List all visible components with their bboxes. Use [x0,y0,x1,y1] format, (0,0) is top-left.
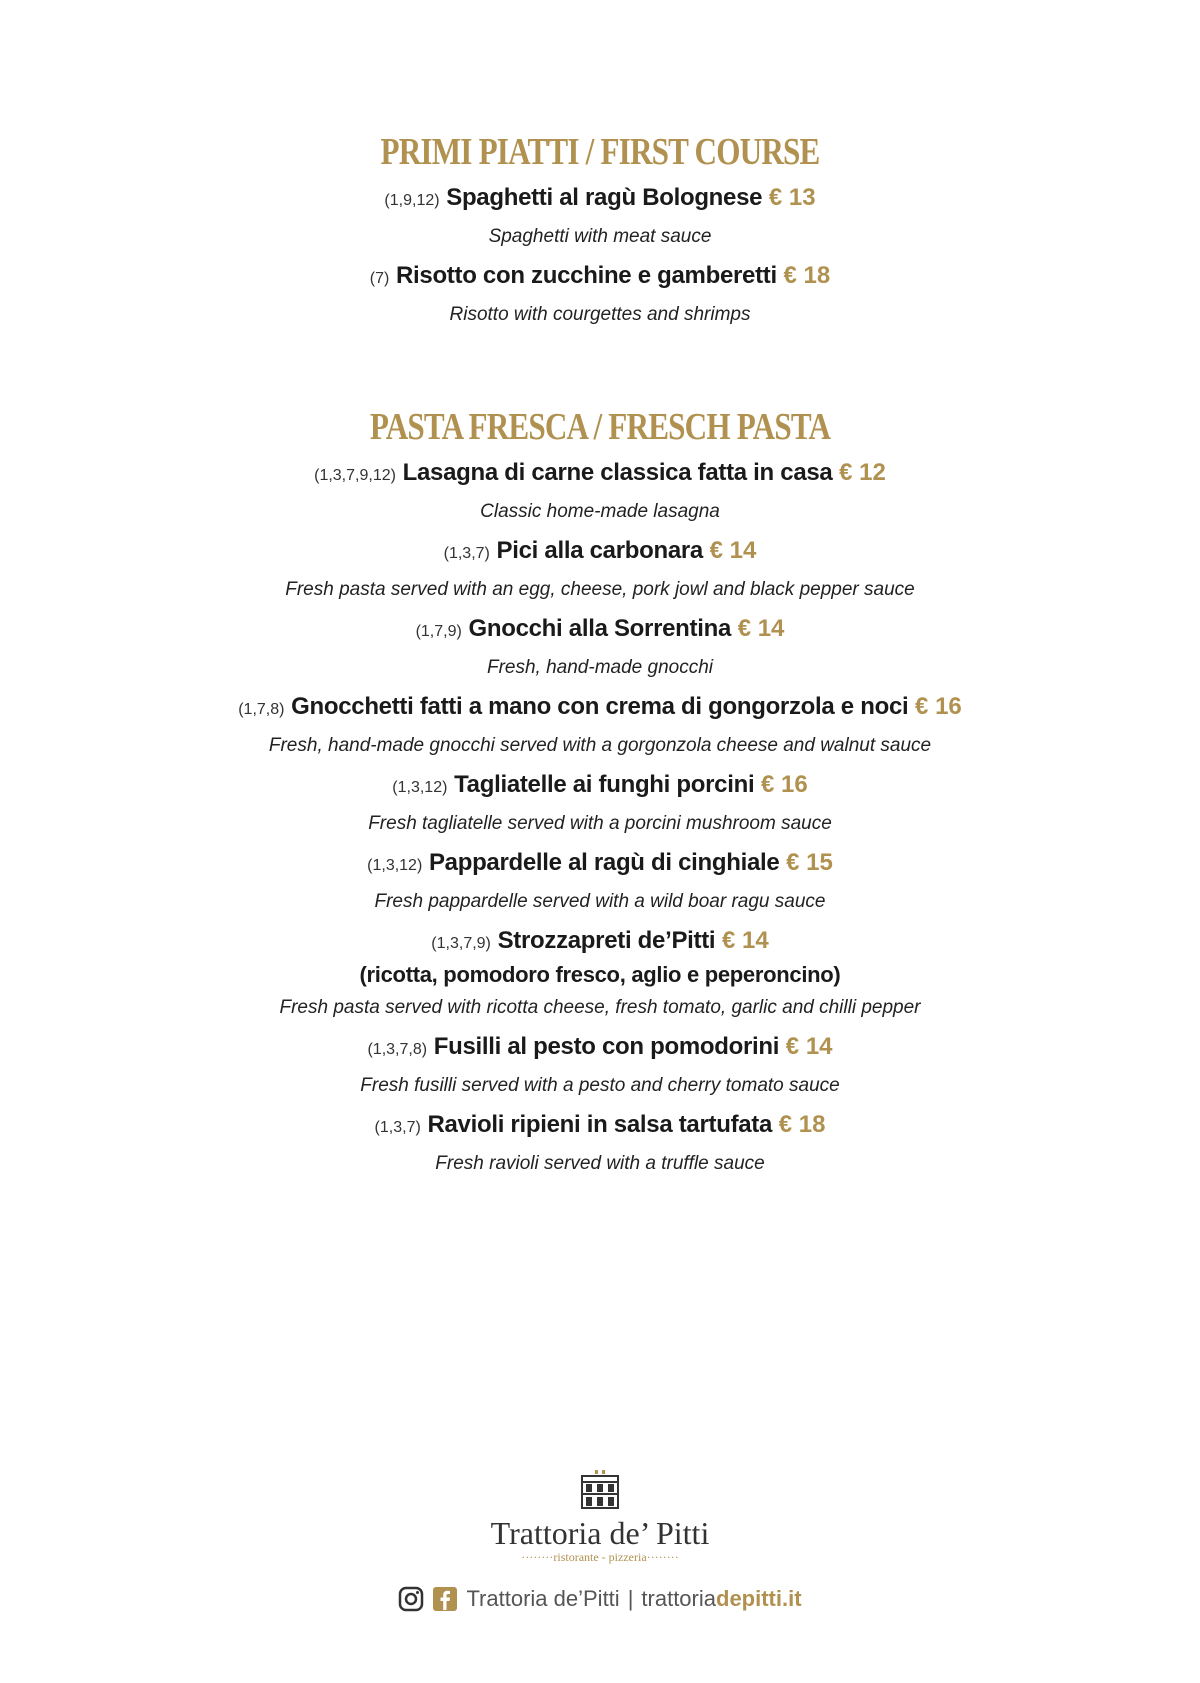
dish-name: Pici alla carbonara [496,537,703,564]
menu-item [0,690,1200,761]
dish-line [0,181,1200,218]
dish-line [0,1108,1200,1145]
dish-price: € 13 [768,184,816,211]
allergen-codes: (1,3,7,9) [431,935,491,952]
menu-item [0,846,1200,917]
dish-price: € 12 [839,459,886,486]
dish-description: Fresh, hand-made gnocchi [486,657,713,678]
dish-price: € 18 [778,1111,826,1138]
dish-line [0,259,1200,296]
dish-line [0,768,1200,805]
dish-line [0,534,1200,571]
dish-name: Gnocchi alla Sorrentina [468,615,732,642]
instagram-icon[interactable] [398,1586,424,1612]
dish-price: € 14 [709,537,757,564]
dish-name: Gnocchetti fatti a mano con crema di gongorzola e noci [291,693,909,720]
dish-description: Fresh, hand-made gnocchi served with a gorgonzola cheese and walnut sauce [268,735,932,756]
section-primi-piatti [0,130,1200,330]
menu-item [0,1030,1200,1101]
dish-name: Risotto con zucchine e gamberetti [396,262,777,289]
logo-name: Trattoria de’ Pitti [490,1515,710,1551]
separator: | [627,1586,634,1611]
dish-line [0,612,1200,649]
menu-items [0,456,1200,1179]
facebook-icon[interactable] [432,1586,458,1612]
dish-description: Risotto with courgettes and shrimps [449,304,751,325]
dish-description: Fresh pappardelle served with a wild boar ragu sauce [374,891,826,912]
allergen-codes: (1,7,9) [415,623,462,640]
dish-price: € 14 [785,1033,833,1060]
dish-price: € 16 [760,771,808,798]
menu-item [0,259,1200,330]
dish-line [0,1030,1200,1067]
menu-item [0,768,1200,839]
allergen-codes: (1,3,7,9,12) [314,467,396,484]
dish-price: € 16 [915,693,962,720]
menu-item [0,181,1200,252]
dish-line [0,924,1200,961]
dish-name: Lasagna di carne classica fatta in casa [402,459,833,486]
dish-description: Fresh pasta served with an egg, cheese, pork jowl and black pepper sauce [285,579,915,600]
social-name: Trattoria de’Pitti [466,1586,620,1611]
allergen-codes: (1,3,7) [443,545,490,562]
menu-item [0,924,1200,1023]
dish-description: Spaghetti with meat sauce [488,226,712,247]
dish-price: € 18 [783,262,831,289]
menu-item [0,456,1200,527]
menu-item [0,1108,1200,1179]
domain-prefix: trattoria [641,1586,716,1611]
section-title: PRIMI PIATTI / FIRST COURSE [380,131,820,173]
allergen-codes: (1,3,7,8) [367,1041,428,1058]
allergen-codes: (7) [369,270,390,287]
menu-items [0,181,1200,330]
logo-tagline: ········ristorante - pizzeria········ [521,1550,679,1564]
dish-price: € 15 [786,849,833,876]
menu-item [0,612,1200,683]
section-pasta-fresca [0,405,1200,1179]
dish-name: Ravioli ripieni in salsa tartufata [427,1111,773,1138]
dish-name: Strozzapreti de’Pitti [497,927,716,954]
allergen-codes: (1,9,12) [384,192,440,209]
domain-name: depitti.it [716,1586,802,1611]
dish-description: Fresh tagliatelle served with a porcini mushroom sauce [368,813,832,834]
dish-description: Classic home-made lasagna [480,501,720,522]
allergen-codes: (1,3,7) [374,1119,421,1136]
dish-description: Fresh ravioli served with a truffle sauce [435,1153,765,1174]
dish-description: Fresh pasta served with ricotta cheese, fresh tomato, garlic and chilli pepper [279,997,921,1018]
dish-line [0,456,1200,493]
building-logo-icon [580,1468,620,1510]
dish-price: € 14 [721,927,769,954]
social-bar [0,1586,1200,1612]
dish-name: Fusilli al pesto con pomodorini [433,1033,780,1060]
dish-name: Tagliatelle ai funghi porcini [454,771,755,798]
allergen-codes: (1,7,8) [238,701,285,718]
section-title: PASTA FRESCA / FRESCH PASTA [369,406,831,448]
dish-price: € 14 [737,615,785,642]
website-link[interactable] [641,1586,801,1612]
dish-name: Spaghetti al ragù Bolognese [446,184,763,211]
dish-line [0,846,1200,883]
dish-subline: (ricotta, pomodoro fresco, aglio e peperoncino) [359,962,841,987]
menu-item [0,534,1200,605]
footer [0,1468,1200,1612]
dish-line [0,690,1200,727]
allergen-codes: (1,3,12) [367,857,423,874]
allergen-codes: (1,3,12) [392,779,448,796]
dish-name: Pappardelle al ragù di cinghiale [428,849,780,876]
dish-description: Fresh fusilli served with a pesto and cherry tomato sauce [360,1075,840,1096]
